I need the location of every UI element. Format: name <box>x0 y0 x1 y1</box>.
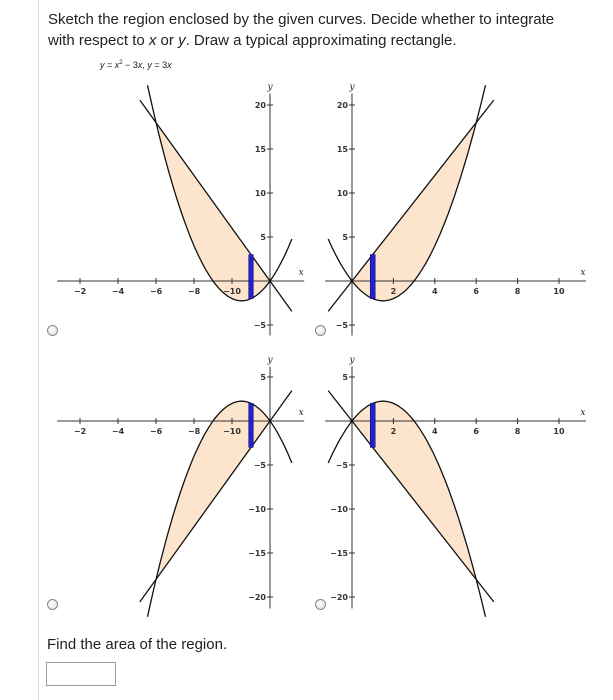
eq-x1: x <box>114 60 120 70</box>
eq-exponent: 2 <box>119 60 123 66</box>
area-question-label: Find the area of the region. <box>47 636 228 653</box>
option-d-x-tick-label: 10 <box>553 427 565 436</box>
option-a-y-tick-label: −5 <box>253 321 266 330</box>
option-b-y-tick-label: −5 <box>335 321 348 330</box>
eq-equals1: = <box>104 60 115 70</box>
option-b-x-tick-label: 8 <box>514 287 521 296</box>
eq-equals2: = 3 <box>151 60 168 70</box>
option-c-y-tick-label: −5 <box>253 461 266 470</box>
option-a-x-tick-label: −4 <box>111 287 125 296</box>
eq-y2: y <box>147 60 152 70</box>
option-c-x-tick-label: −10 <box>223 427 241 436</box>
option-a-x-tick-label: −2 <box>73 287 87 296</box>
option-d-x-tick-label: 8 <box>514 427 521 436</box>
option-a-y-tick-label: 10 <box>254 189 266 198</box>
eq-rest1: − 3 <box>122 60 138 70</box>
option-d-y-tick-label: −5 <box>335 461 348 470</box>
option-d-approx-rectangle <box>370 403 375 447</box>
option-b-x-tick-label: 4 <box>432 287 438 296</box>
option-a-y-axis-label: y <box>267 82 273 93</box>
question-line2-pre: with respect to <box>48 32 149 49</box>
option-c-x-axis-label: x <box>298 408 304 418</box>
option-b-x-tick-label: 2 <box>390 287 397 296</box>
option-d-x-axis-label: x <box>580 408 586 418</box>
option-b-y-tick-label: 10 <box>336 189 348 198</box>
option-c-y-axis-label: y <box>267 355 273 366</box>
option-c-y-tick-label: −20 <box>248 593 266 602</box>
option-b-y-tick-label: 5 <box>342 233 348 242</box>
question-line2-mid: or <box>156 32 179 49</box>
option-b-approx-rectangle <box>370 255 375 299</box>
option-a-radio[interactable] <box>47 325 58 336</box>
option-a-approx-rectangle <box>249 255 254 299</box>
eq-x3: x <box>167 60 172 70</box>
option-c-x-tick-label: −4 <box>111 427 125 436</box>
option-d-y-tick-label: 5 <box>342 373 348 382</box>
option-c-radio[interactable] <box>47 599 58 610</box>
option-c-y-tick-label: −10 <box>248 505 266 514</box>
var-y: y <box>178 32 186 49</box>
option-b-y-tick-label: 15 <box>336 145 348 154</box>
question-line1: Sketch the region enclosed by the given curves. Decide whether to integrate <box>48 11 555 28</box>
area-answer-input[interactable] <box>46 662 116 686</box>
option-a-x-tick-label: −8 <box>187 287 201 296</box>
option-c-x-tick-label: −8 <box>187 427 201 436</box>
option-c-approx-rectangle <box>249 403 254 447</box>
option-a-y-tick-label: 20 <box>254 101 266 110</box>
option-c-y-tick-label: 5 <box>260 373 266 382</box>
option-b-x-tick-label: 10 <box>553 287 565 296</box>
option-b-y-tick-label: 20 <box>336 101 348 110</box>
option-a-x-axis-label: x <box>298 268 304 278</box>
option-b-radio[interactable] <box>315 325 326 336</box>
eq-x2: x <box>137 60 143 70</box>
option-d-y-tick-label: −15 <box>330 549 348 558</box>
option-d-radio[interactable] <box>315 599 326 610</box>
option-d-x-tick-label: 4 <box>432 427 438 436</box>
var-x: x <box>148 32 157 49</box>
question-line2-post: . Draw a typical approximating rectangle. <box>185 32 457 49</box>
option-a-x-tick-label: −10 <box>223 287 241 296</box>
eq-y1: y <box>100 60 105 70</box>
option-a-y-tick-label: 15 <box>254 145 266 154</box>
option-d-y-axis-label: y <box>349 355 355 366</box>
option-d-y-tick-label: −10 <box>330 505 348 514</box>
option-d-x-tick-label: 6 <box>473 427 479 436</box>
option-c-x-tick-label: −2 <box>73 427 87 436</box>
option-b-y-axis-label: y <box>349 82 355 93</box>
eq-sep: , <box>142 60 148 70</box>
option-d-x-tick-label: 2 <box>390 427 397 436</box>
option-a-y-tick-label: 5 <box>260 233 266 242</box>
option-c-y-tick-label: −15 <box>248 549 266 558</box>
option-c-x-tick-label: −6 <box>149 427 163 436</box>
option-d-y-tick-label: −20 <box>330 593 348 602</box>
option-a-x-tick-label: −6 <box>149 287 163 296</box>
option-b-x-tick-label: 6 <box>473 287 479 296</box>
option-b-x-axis-label: x <box>580 268 586 278</box>
